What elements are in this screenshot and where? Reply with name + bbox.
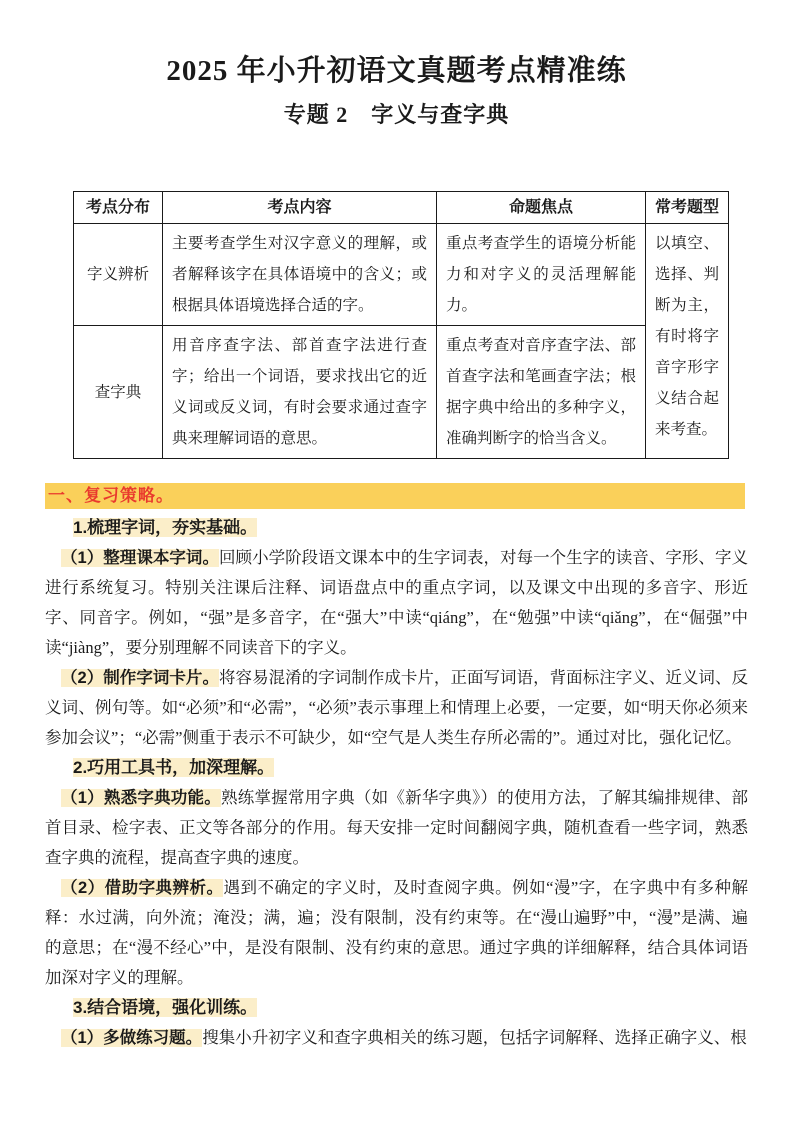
- paragraph-lead: （2）制作字词卡片。: [61, 669, 219, 687]
- table-header-row: [74, 192, 729, 224]
- cell-content-ziyi: 主要考查学生对汉字意义的理解，或者解释该字在具体语境中的含义；或根据具体语境选择合适的字。: [163, 224, 437, 326]
- section-heading-band: 一、复习策略。: [45, 483, 745, 509]
- paragraph-lead: （1）多做练习题。: [61, 1029, 203, 1047]
- strategy-1-item-1: [45, 543, 748, 663]
- cell-focus-chazidian: 重点考查对音序查字法、部首查字法和笔画查字法；根据字典中给出的多种字义，准确判断字的恰当含义。: [437, 326, 646, 459]
- column-header-focus: 命题焦点: [437, 192, 646, 224]
- paragraph-lead: （1）整理课本字词。: [61, 549, 219, 567]
- content-area: [45, 513, 748, 1053]
- table-row: [74, 224, 729, 326]
- table-row: [74, 326, 729, 459]
- column-header-content: 考点内容: [163, 192, 437, 224]
- highlighted-heading-text: 2.巧用工具书，加深理解。: [73, 758, 275, 777]
- page-subtitle: 专题 2 字义与查字典: [283, 102, 510, 127]
- cell-category-chazidian: 查字典: [74, 326, 163, 459]
- column-header-distribution: 考点分布: [74, 192, 163, 224]
- cell-question-types: 以填空、选择、判断为主，有时将字音字形字义结合起来考查。: [646, 224, 729, 459]
- strategy-1-heading: [45, 513, 748, 543]
- strategy-3-item-1: [45, 1023, 748, 1053]
- highlighted-heading-text: 1.梳理字词，夯实基础。: [73, 518, 258, 537]
- strategy-2-item-2: [45, 873, 748, 993]
- cell-focus-ziyi: 重点考查学生的语境分析能力和对字义的灵活理解能力。: [437, 224, 646, 326]
- cell-content-chazidian: 用音序查字法、部首查字法进行查字；给出一个词语，要求找出它的近义词或反义词，有时会要求通过查字典来理解词语的意思。: [163, 326, 437, 459]
- page-title: 2025 年小升初语文真题考点精准练: [166, 55, 627, 87]
- strategy-2-item-1: [45, 783, 748, 873]
- exam-points-table: [73, 191, 729, 459]
- strategy-2-heading: [45, 753, 748, 783]
- paragraph-text: 熟练掌握常用字典（如《新华字典》）的使用方法，了解其编排规律、部首目录、检字表、正文等各部分的作用。每天安排一定时间翻阅字典，随机查看一些字词，熟悉查字典的流程，提高查字典的速度。: [45, 788, 748, 867]
- paragraph-text: 回顾小学阶段语文课本中的生字词表，对每一个生字的读音、字形、字义进行系统复习。特别关注课后注释、词语盘点中的重点字词，以及课文中出现的多音字、形近字、同音字。例如，“强”是多音字，在“强大”中读“qiáng”，在“勉强”中读“qiǎng”，在“倔强”中读“jiàng”，要分别理解不同读音下的字义。: [45, 548, 748, 657]
- column-header-question-types: 常考题型: [646, 192, 729, 224]
- paragraph-text: 遇到不确定的字义时，及时查阅字典。例如“漫”字，在字典中有多种解释：水过满，向外流；淹没；满，遍；没有限制，没有约束等。在“漫山遍野”中，“漫”是满、遍的意思；在“漫不经心”中，是没有限制、没有约束的意思。通过字典的详细解释，结合具体词语加深对字义的理解。: [45, 878, 748, 987]
- strategy-1-item-2: [45, 663, 748, 753]
- paragraph-text: 搜集小升初字义和查字典相关的练习题，包括字词解释、选择正确字义、根: [202, 1028, 747, 1047]
- cell-category-ziyi: 字义辨析: [74, 224, 163, 326]
- strategy-3-heading: [45, 993, 748, 1023]
- highlighted-heading-text: 3.结合语境，强化训练。: [73, 998, 258, 1017]
- paragraph-text: 将容易混淆的字词制作成卡片，正面写词语，背面标注字义、近义词、反义词、例句等。如“必须”和“必需”，“必须”表示事理上和情理上必要，一定要，如“明天你必须来参加会议”；“必需”侧重于表示不可缺少，如“空气是人类生存所必需的”。通过对比，强化记忆。: [45, 668, 748, 747]
- paragraph-lead: （2）借助字典辨析。: [61, 879, 224, 897]
- paragraph-lead: （1）熟悉字典功能。: [61, 789, 222, 807]
